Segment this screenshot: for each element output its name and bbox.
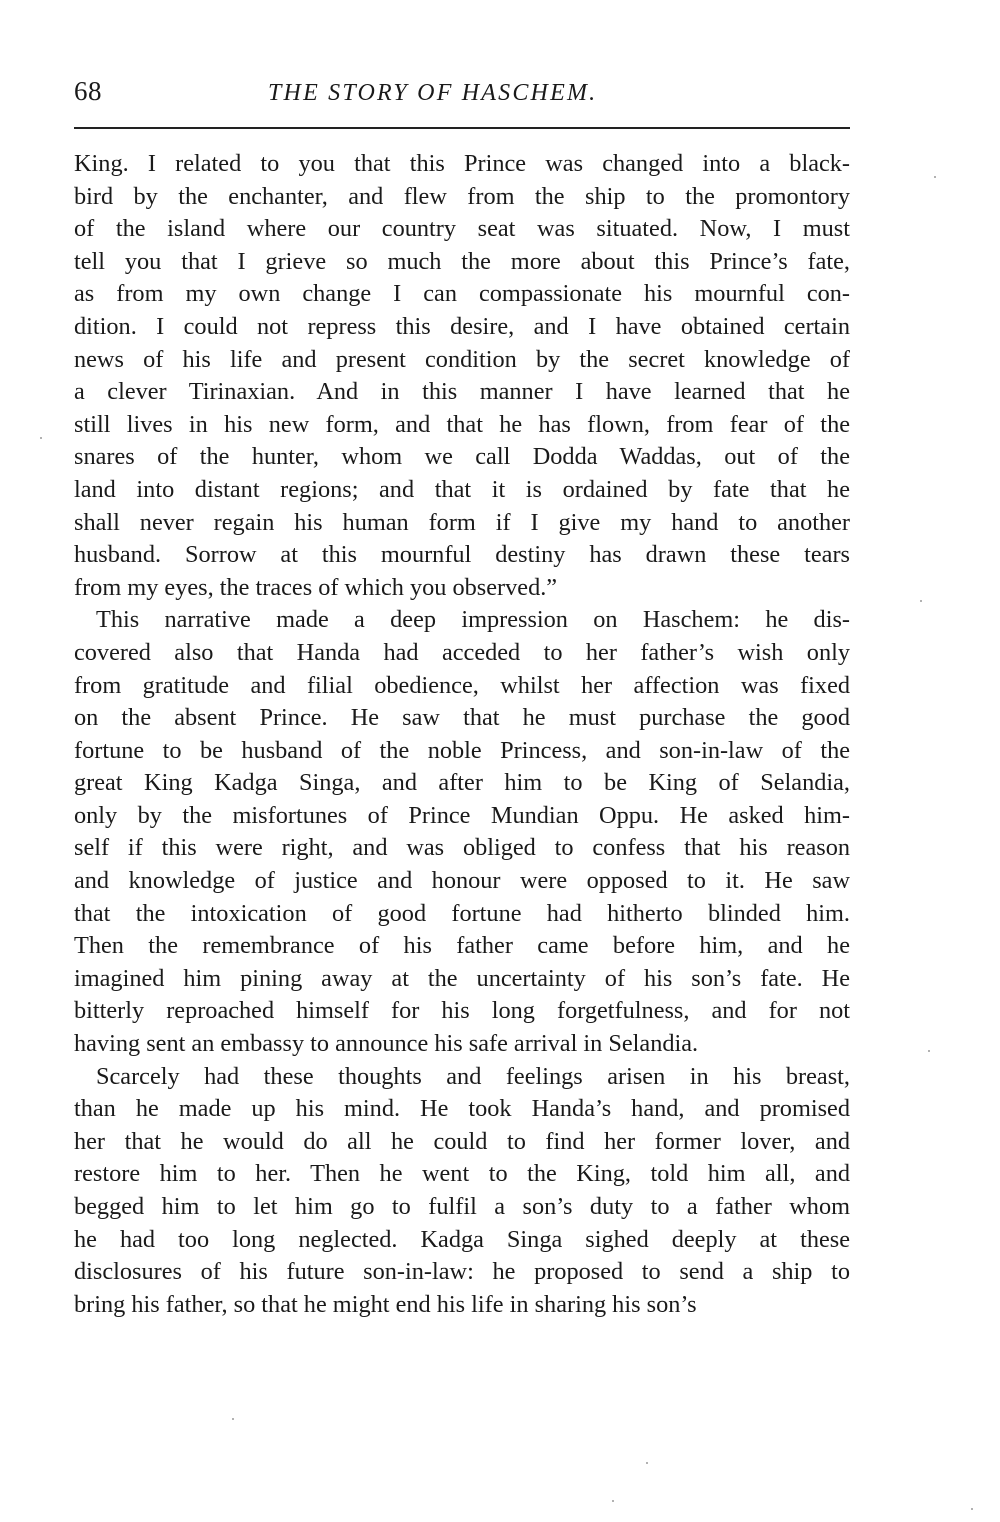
text-line: news of his life and present condition by the secret knowledge of bbox=[74, 345, 850, 373]
header-rule bbox=[74, 127, 850, 129]
paper-speck bbox=[920, 600, 922, 602]
text-line: on the absent Prince. He saw that he must purchase the good bbox=[74, 704, 850, 732]
text-line: fortune to be husband of the noble Princess, and son-in-law of the bbox=[74, 736, 850, 764]
text-line: self if this were right, and was obliged to confess that his reason bbox=[74, 834, 850, 862]
text-line: bring his father, so that he might end his life in sharing his son’s bbox=[74, 1290, 697, 1318]
text-line: Scarcely had these thoughts and feelings arisen in his breast, bbox=[96, 1062, 850, 1090]
text-line: and knowledge of justice and honour were opposed to it. He saw bbox=[74, 867, 850, 895]
page-number: 68 bbox=[74, 76, 102, 106]
paper-speck bbox=[232, 1418, 234, 1420]
text-line: King. I related to you that this Prince was changed into a black- bbox=[74, 150, 850, 177]
body-text bbox=[74, 148, 850, 1321]
text-line: her that he would do all he could to find her former lover, and bbox=[74, 1127, 850, 1155]
paper-speck bbox=[646, 1462, 648, 1464]
paper-speck bbox=[971, 1508, 973, 1510]
text-line: only by the misfortunes of Prince Mundian Oppu. He asked him- bbox=[74, 801, 850, 829]
paragraph bbox=[74, 604, 850, 1060]
text-line: having sent an embassy to announce his safe arrival in Selandia. bbox=[74, 1030, 699, 1058]
text-line: disclosures of his future son-in-law: he proposed to send a ship to bbox=[74, 1258, 850, 1286]
text-line: imagined him pining away at the uncertainty of his son’s fate. He bbox=[74, 964, 850, 992]
running-title: THE STORY OF HASCHEM. bbox=[268, 80, 598, 106]
text-line: bitterly reproached himself for his long forgetfulness, and for not bbox=[74, 997, 850, 1025]
text-line: still lives in his new form, and that he has flown, from fear of the bbox=[74, 410, 850, 438]
paper-speck bbox=[934, 176, 936, 178]
text-line: as from my own change I can compassionate his mournful con- bbox=[74, 280, 850, 308]
text-line: shall never regain his human form if I give my hand to another bbox=[74, 508, 850, 536]
paper-speck bbox=[40, 437, 42, 439]
paragraph bbox=[74, 148, 850, 604]
paragraph bbox=[74, 1061, 850, 1322]
text-line: This narrative made a deep impression on Haschem: he dis- bbox=[96, 606, 850, 634]
paper-speck bbox=[928, 1050, 930, 1052]
text-line: than he made up his mind. He took Handa’s hand, and promised bbox=[74, 1095, 850, 1123]
text-line: covered also that Handa had acceded to her father’s wish only bbox=[74, 638, 850, 666]
text-line: great King Kadga Singa, and after him to be King of Selandia, bbox=[74, 769, 850, 797]
text-line: a clever Tirinaxian. And in this manner I have learned that he bbox=[74, 378, 850, 406]
page-header bbox=[74, 72, 850, 116]
text-line: land into distant regions; and that it is ordained by fate that he bbox=[74, 475, 850, 503]
text-line: dition. I could not repress this desire, and I have obtained certain bbox=[74, 312, 850, 340]
text-line: Then the remembrance of his father came before him, and he bbox=[74, 932, 850, 960]
text-line: husband. Sorrow at this mournful destiny has drawn these tears bbox=[74, 541, 850, 569]
paper-speck bbox=[612, 1500, 614, 1502]
text-line: from gratitude and filial obedience, whilst her affection was fixed bbox=[74, 671, 850, 699]
text-line: begged him to let him go to fulfil a son’s duty to a father whom bbox=[74, 1193, 850, 1220]
text-line: of the island where our country seat was situated. Now, I must bbox=[74, 215, 850, 243]
text-line: restore him to her. Then he went to the King, told him all, and bbox=[74, 1160, 850, 1188]
text-line: bird by the enchanter, and flew from the ship to the promontory bbox=[74, 182, 850, 210]
text-line: that the intoxication of good fortune had hitherto blinded him. bbox=[74, 899, 850, 927]
text-line: he had too long neglected. Kadga Singa sighed deeply at these bbox=[74, 1225, 850, 1253]
text-line: from my eyes, the traces of which you observed.” bbox=[74, 573, 558, 601]
text-line: tell you that I grieve so much the more about this Prince’s fate, bbox=[74, 247, 850, 275]
text-line: snares of the hunter, whom we call Dodda Waddas, out of the bbox=[74, 443, 850, 471]
